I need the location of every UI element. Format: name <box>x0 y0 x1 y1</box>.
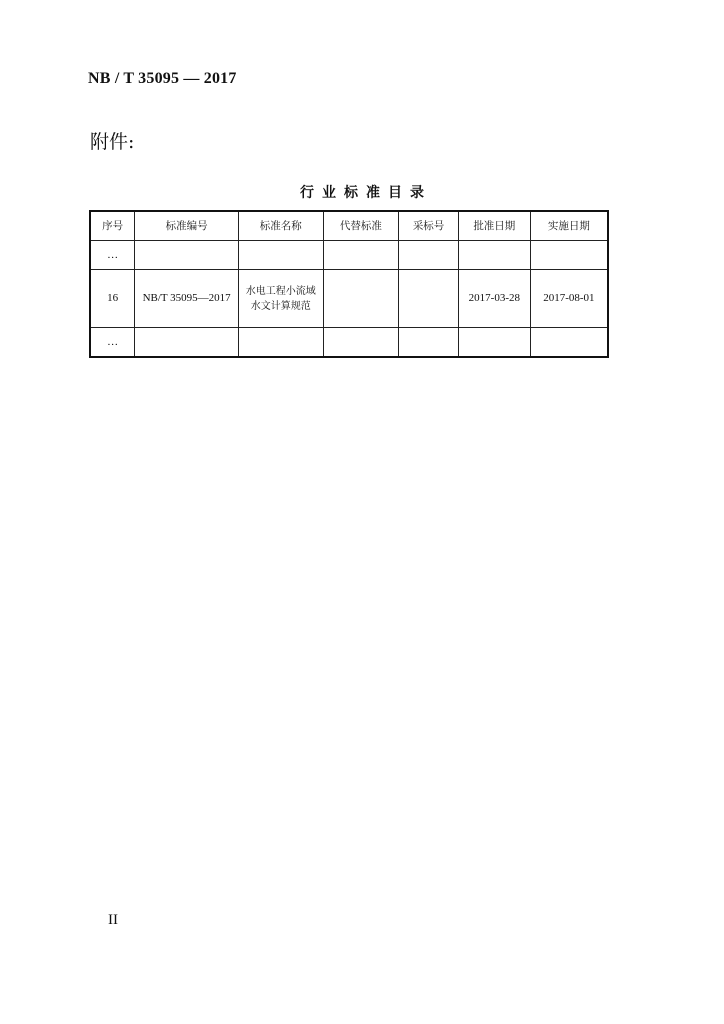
table-cell: 2017-08-01 <box>530 270 608 328</box>
table-cell <box>399 328 459 358</box>
column-header-code: 标准编号 <box>135 211 239 241</box>
column-header-seq: 序号 <box>90 211 135 241</box>
standard-code: NB / T 35095 — 2017 <box>88 70 237 87</box>
attachment-label: 附件: <box>90 131 135 153</box>
column-header-name: 标准名称 <box>238 211 323 241</box>
table-cell <box>399 241 459 270</box>
table-cell: … <box>90 328 135 358</box>
table-cell: 16 <box>90 270 135 328</box>
column-header-adopted: 采标号 <box>399 211 459 241</box>
table-cell <box>530 241 608 270</box>
table-cell: … <box>90 241 135 270</box>
table-cell <box>238 241 323 270</box>
table-row <box>90 328 608 358</box>
table-cell <box>323 270 399 328</box>
table-cell <box>458 328 530 358</box>
table-row <box>90 270 608 328</box>
page-number: II <box>108 912 118 928</box>
standards-catalog-table <box>89 210 609 358</box>
table-cell <box>399 270 459 328</box>
table-cell <box>135 241 239 270</box>
table-cell: 水电工程小流域水文计算规范 <box>238 270 323 328</box>
table-cell: NB/T 35095—2017 <box>135 270 239 328</box>
table-header-row <box>90 211 608 241</box>
table-cell <box>530 328 608 358</box>
column-header-replaced: 代替标准 <box>323 211 399 241</box>
table-cell <box>323 328 399 358</box>
table-cell: 2017-03-28 <box>458 270 530 328</box>
column-header-approval-date: 批准日期 <box>458 211 530 241</box>
table-cell <box>323 241 399 270</box>
table-row <box>90 241 608 270</box>
table-cell <box>238 328 323 358</box>
table-cell <box>135 328 239 358</box>
table-title: 行业标准目录 <box>300 185 432 201</box>
table-cell <box>458 241 530 270</box>
column-header-effective-date: 实施日期 <box>530 211 608 241</box>
